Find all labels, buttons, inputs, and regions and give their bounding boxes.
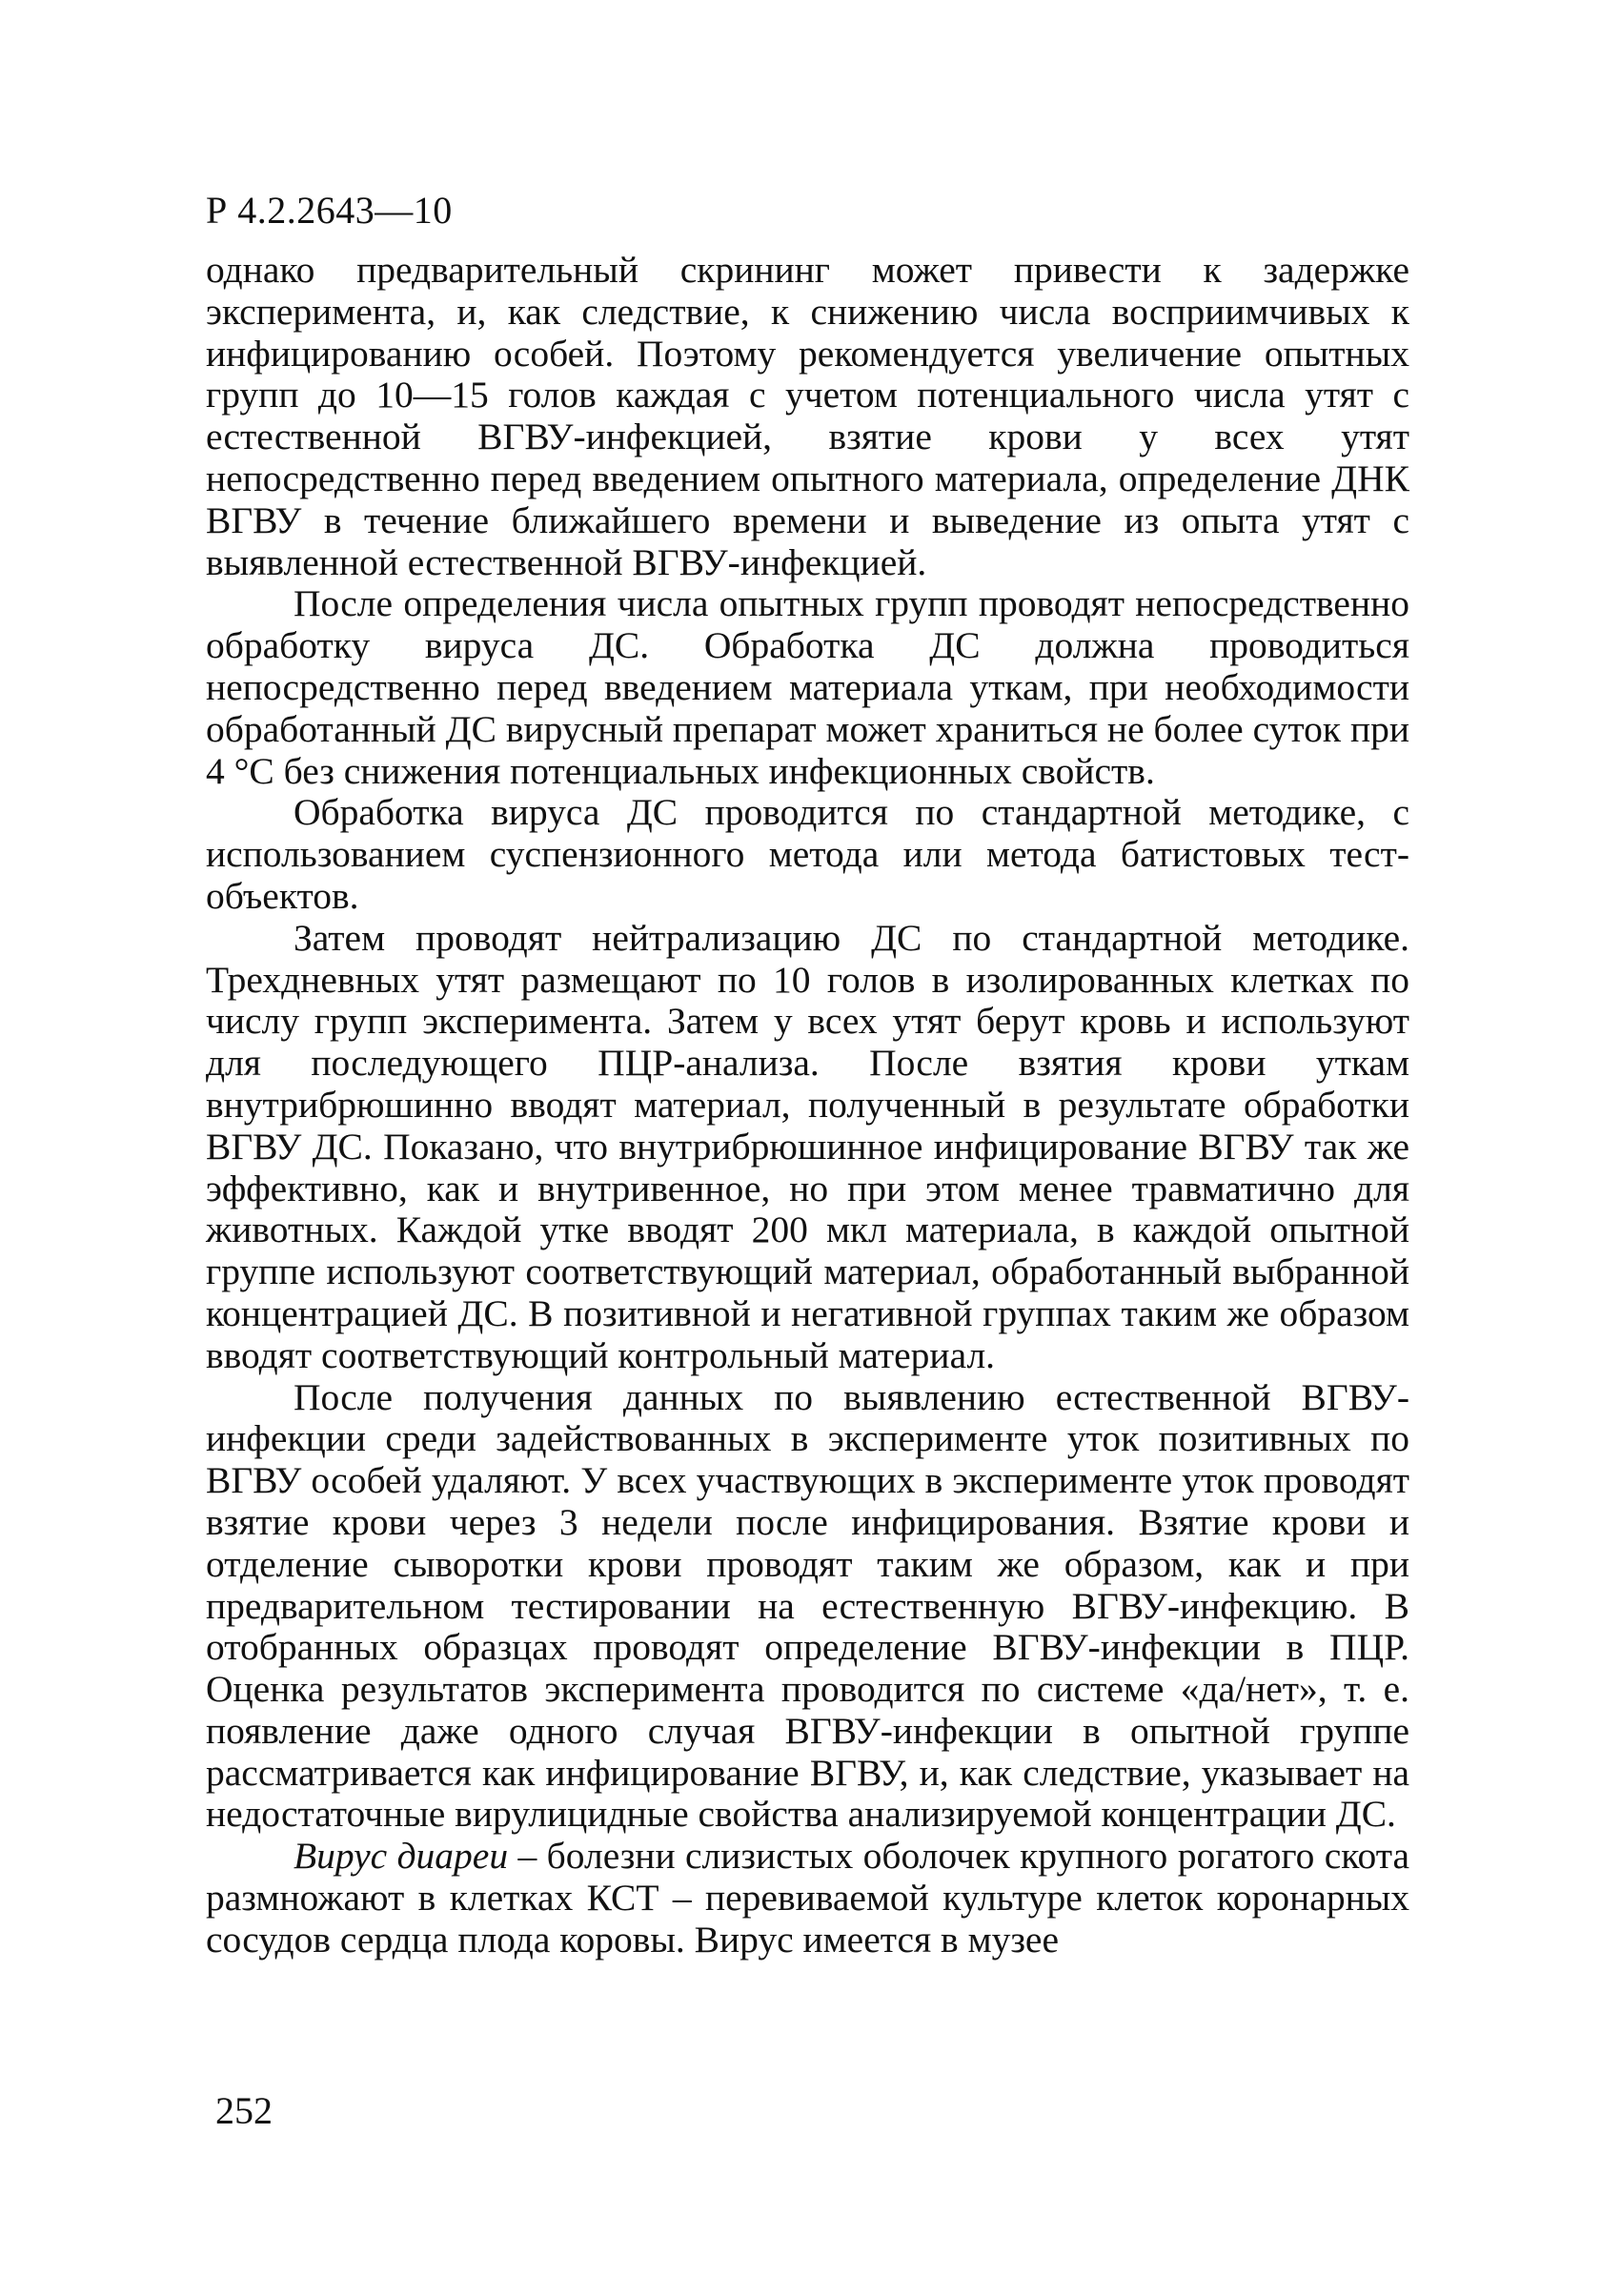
paragraph-6-text: – болезни слизистых оболочек крупного рогатого скота размножают в клетках КСТ – перевиваемой культуре клеток коронарных сосудов сердца плода коровы. Вирус имеется в музее [206,1835,1409,1961]
page-number: 252 [215,2089,273,2132]
paragraph-1: однако предварительный скрининг может привести к задержке эксперимента, и, как следствие, к снижению числа восприимчивых к инфицированию особей. Поэтому рекомендуется увеличение опытных групп до 10—15 голов каждая с учетом потенциального числа утят с естественной ВГВУ-инфекцией, взятие крови у всех утят непосредственно перед введением опытного материала, определение ДНК ВГВУ в течение ближайшего времени и выведение из опыта утят с выявленной естественной ВГВУ-инфекцией. [206,249,1409,583]
paragraph-2: После определения числа опытных групп проводят непосредственно обработку вируса ДС. Обработка ДС должна проводиться непосредственно перед введением материала уткам, при необходимости обработанный ДС вирусный препарат может храниться не более суток при 4 °С без снижения потенциальных инфекционных свойств. [206,582,1409,792]
paragraph-5: После получения данных по выявлению естественной ВГВУ-инфекции среди задействованных в эксперименте уток позитивных по ВГВУ особей удаляют. У всех участвующих в эксперименте уток проводят взятие крови через 3 недели после инфицирования. Взятие крови и отделение сыворотки крови проводят таким же образом, как и при предварительном тестировании на естественную ВГВУ-инфекцию. В отобранных образцах проводят определение ВГВУ-инфекции в ПЦР. Оценка результатов эксперимента проводится по системе «да/нет», т. е. появление даже одного случая ВГВУ-инфекции в опытной группе рассматривается как инфицирование ВГВУ, и, как следствие, указывает на недостаточные вирулицидные свойства анализируемой концентрации ДС. [206,1375,1409,1836]
body-text [206,250,1409,1961]
paragraph-3: Обработка вируса ДС проводится по стандартной методике, с использованием суспензионного метода или метода батистовых тест-объектов. [206,791,1409,917]
document-code: Р 4.2.2643—10 [206,189,453,232]
paragraph-4: Затем проводят нейтрализацию ДС по стандартной методике. Трехдневных утят размещают по 10 голов в изолированных клетках по числу групп эксперимента. Затем у всех утят берут кровь и используют для последующего ПЦР-анализа. После взятия крови уткам внутрибрюшинно вводят материал, полученный в результате обработки ВГВУ ДС. Показано, что внутрибрюшинное инфицирование ВГВУ так же эффективно, как и внутривенное, но при этом менее травматично для животных. Каждой утке вводят 200 мкл материала, в каждой опытной группе используют соответствующий материал, обработанный выбранной концентрацией ДС. В позитивной и негативной группах таким же образом вводят соответствующий контрольный материал. [206,916,1409,1376]
paragraph-6 [206,1836,1409,1961]
paragraph-6-italic-lead: Вирус диареи [294,1835,509,1878]
